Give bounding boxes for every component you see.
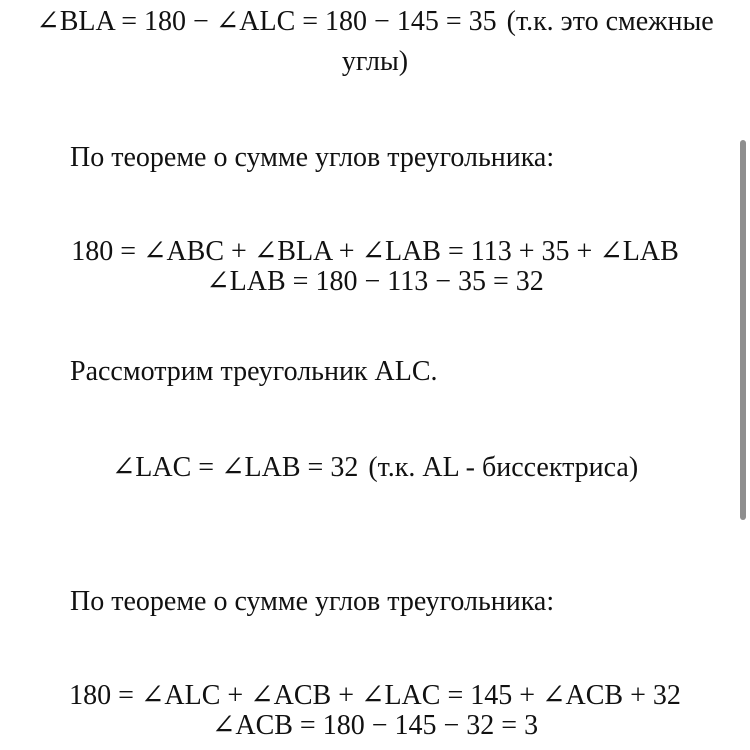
scrollbar[interactable] [740,140,746,520]
equation-acb: ∠ACB = 180 − 145 − 32 = 3 [211,710,539,741]
equation-lac-math: ∠LAC = ∠LAB = 32 [111,452,359,483]
equation-bla-math: ∠BLA = 180 − ∠ALC = 180 − 145 = 35 [36,6,497,37]
equation-lac [0,452,750,484]
equation-angle-sum-alc: 180 = ∠ALC + ∠ACB + ∠LAC = 145 + ∠ACB + 32 [69,680,681,711]
equation-angle-sum-abl: 180 = ∠ABC + ∠BLA + ∠LAB = 113 + 35 + ∠LAB [71,236,679,267]
equation-bla [0,6,750,38]
paragraph-triangle-sum-1: По теореме о сумме углов треугольника: [70,142,555,173]
equation-bla-note-continued: углы) [341,46,409,77]
paragraph-triangle-sum-2: По теореме о сумме углов треугольника: [70,586,555,617]
paragraph-consider-alc: Рассмотрим треугольник ALC. [70,356,438,387]
equation-bla-note: (т.к. это смежные [506,6,714,37]
equation-lac-note: (т.к. AL - биссектриса) [368,452,639,483]
equation-lab: ∠LAB = 180 − 113 − 35 = 32 [206,266,544,297]
